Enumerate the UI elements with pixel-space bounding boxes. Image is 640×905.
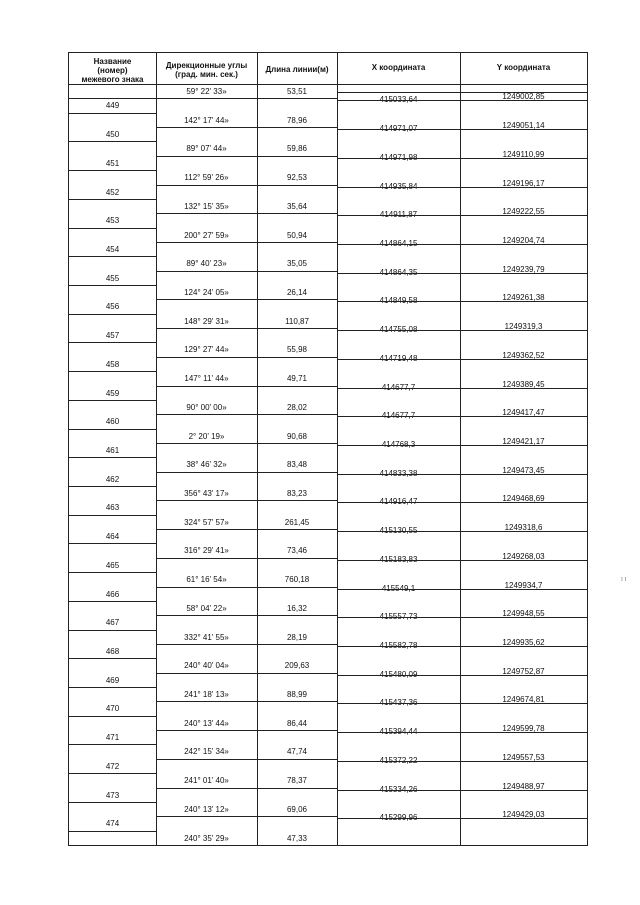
point-number: 459 [105, 388, 120, 398]
header-length: Длина линии(м) [265, 65, 329, 74]
coordinate-row-line [337, 790, 587, 791]
point-row-line [69, 141, 156, 142]
point-x-coordinate: 415549,1 [381, 583, 416, 593]
segment-angle: 200° 27' 59» [184, 230, 229, 240]
point-number: 458 [105, 359, 120, 369]
segment-length: 49,71 [286, 374, 308, 384]
point-y-coordinate: 1249110,99 [502, 149, 545, 159]
point-y-coordinate: 1249196,17 [502, 178, 545, 188]
segment-row-line [156, 127, 337, 128]
point-x-coordinate: 414833,38 [379, 468, 418, 478]
coordinate-row-line [337, 129, 587, 130]
coordinate-row-line [337, 158, 587, 159]
point-y-coordinate: 1249261,38 [502, 293, 545, 303]
stray-mark: ::: [619, 576, 629, 581]
point-row-line [69, 802, 156, 803]
point-x-coordinate: 415582,78 [379, 640, 418, 650]
coordinate-row-line [337, 330, 587, 331]
point-row-line [69, 199, 156, 200]
segment-row-line [156, 386, 337, 387]
segment-row-line [156, 185, 337, 186]
point-number: 457 [105, 331, 120, 341]
point-y-coordinate: 1249002,85 [502, 92, 545, 102]
point-x-coordinate: 414677,7 [381, 382, 416, 392]
point-number: 471 [105, 733, 120, 743]
coordinate-row-line [337, 675, 587, 676]
point-x-coordinate: 415334,26 [379, 784, 418, 794]
header-name-line1: Название [93, 57, 132, 66]
header-bottom-line [69, 84, 587, 85]
segment-angle: 132° 15' 35» [184, 201, 229, 211]
coordinate-row-line [337, 445, 587, 446]
point-x-coordinate: 415372,22 [379, 755, 418, 765]
segment-angle: 147° 11' 44» [184, 374, 229, 384]
segment-row-line [156, 299, 337, 300]
segment-length: 59,86 [286, 144, 308, 154]
segment-angle: 89° 07' 44» [186, 144, 227, 154]
segment-angle: 129° 27' 44» [184, 345, 229, 355]
point-y-coordinate: 1249389,45 [502, 379, 545, 389]
segment-angle: 89° 40' 23» [186, 259, 227, 269]
segment-row-line [156, 357, 337, 358]
point-row-line [69, 400, 156, 401]
point-row-line [69, 773, 156, 774]
coordinate-row-line [337, 732, 587, 733]
segment-row-line [156, 644, 337, 645]
segment-length: 35,05 [286, 259, 308, 269]
point-row-line [69, 831, 156, 832]
header-name [69, 57, 156, 84]
point-number: 467 [105, 618, 120, 628]
segment-angle: 61° 16' 54» [186, 575, 227, 585]
segment-angle: 59° 22' 33» [186, 87, 227, 96]
segment-row-line [156, 98, 337, 99]
segment-row-line [156, 213, 337, 214]
point-x-coordinate: 414911,87 [379, 210, 418, 220]
point-number: 453 [105, 216, 120, 226]
segment-row-line [156, 156, 337, 157]
segment-length: 88,99 [286, 690, 308, 700]
point-row-line [69, 256, 156, 257]
point-number: 470 [105, 704, 120, 714]
point-row-line [69, 744, 156, 745]
segment-row-line [156, 558, 337, 559]
segment-angle: 142° 17' 44» [184, 115, 229, 125]
segment-length: 28,02 [286, 402, 308, 412]
segment-row-line [156, 730, 337, 731]
segment-length: 50,94 [286, 230, 308, 240]
point-row-line [69, 543, 156, 544]
point-row-line [69, 486, 156, 487]
coordinate-row-line [337, 703, 587, 704]
segment-length: 69,06 [286, 804, 308, 814]
point-x-coordinate: 414719,48 [379, 353, 418, 363]
segment-row-line [156, 271, 337, 272]
point-number: 466 [105, 589, 120, 599]
segment-length: 47,74 [286, 747, 308, 757]
point-x-coordinate: 414935,84 [379, 181, 418, 191]
point-row-line [69, 285, 156, 286]
segment-angle: 316° 29' 41» [184, 546, 229, 556]
point-number: 455 [105, 273, 120, 283]
point-row-line [69, 342, 156, 343]
segment-length: 760,18 [284, 575, 310, 585]
coordinate-row-line [337, 646, 587, 647]
point-number: 465 [105, 560, 120, 570]
coordinate-row-line [337, 388, 587, 389]
point-x-coordinate: 415437,36 [379, 698, 418, 708]
point-number: 469 [105, 675, 120, 685]
point-x-coordinate: 415480,09 [379, 669, 418, 679]
coordinate-row-line [337, 474, 587, 475]
point-x-coordinate: 415033,64 [379, 95, 418, 105]
segment-angle: 148° 29' 31» [184, 316, 229, 326]
point-y-coordinate: 1249948,55 [502, 609, 545, 619]
point-number: 473 [105, 790, 120, 800]
segment-length: 110,87 [285, 316, 309, 326]
point-x-coordinate: 414849,58 [379, 296, 418, 306]
segment-angle: 241° 18' 13» [184, 690, 229, 700]
segment-length: 261,45 [284, 517, 310, 527]
segment-length: 16,32 [286, 603, 308, 613]
segment-length: 28,19 [286, 632, 308, 642]
coordinate-row-line [337, 502, 587, 503]
point-x-coordinate: 415130,55 [379, 526, 418, 536]
segment-row-line [156, 816, 337, 817]
point-x-coordinate: 415557,73 [379, 612, 418, 622]
point-number: 468 [105, 646, 120, 656]
point-y-coordinate: 1249204,74 [502, 235, 545, 245]
point-row-line [69, 658, 156, 659]
point-y-coordinate: 1249417,47 [502, 408, 545, 418]
header-y: Y координата [496, 63, 551, 72]
segment-length: 26,14 [286, 288, 308, 298]
segment-angle: 240° 40' 04» [184, 661, 229, 671]
segment-angle: 356° 43' 17» [184, 489, 229, 499]
point-y-coordinate: 1249318,6 [504, 523, 543, 533]
header-x: X координата [371, 63, 426, 72]
header-name-line3: межевого знака [81, 75, 144, 84]
segment-length: 86,44 [286, 718, 308, 728]
point-row-line [69, 601, 156, 602]
segment-angle: 240° 35' 29» [184, 833, 229, 843]
point-y-coordinate: 1249935,62 [502, 637, 545, 647]
point-y-coordinate: 1249674,81 [502, 695, 545, 705]
point-row-line [69, 457, 156, 458]
segment-length: 90,68 [286, 431, 308, 441]
segment-row-line [156, 414, 337, 415]
segment-length: 78,37 [286, 776, 308, 786]
segment-row-line [156, 673, 337, 674]
segment-row-line [156, 759, 337, 760]
segment-angle: 240° 13' 12» [184, 804, 229, 814]
coordinate-row-line [337, 92, 587, 93]
point-y-coordinate: 1249473,45 [502, 465, 545, 475]
segment-row-line [156, 701, 337, 702]
coordinate-row-line [337, 818, 587, 819]
point-y-coordinate: 1249319,3 [504, 322, 543, 332]
segment-angle: 90° 00' 00» [186, 402, 227, 412]
point-number: 451 [105, 158, 120, 168]
table-header [69, 52, 587, 85]
point-row-line [69, 429, 156, 430]
segment-length: 55,98 [286, 345, 308, 355]
point-x-coordinate: 414768,3 [381, 439, 416, 449]
point-row-line [69, 113, 156, 114]
segment-length: 73,46 [286, 546, 308, 556]
segment-angle: 38° 46' 32» [186, 460, 227, 470]
segment-row-line [156, 845, 337, 846]
point-y-coordinate: 1249557,53 [502, 752, 545, 762]
point-number: 450 [105, 130, 120, 140]
header-angle-line2: (град. мин. сек.) [175, 70, 238, 79]
point-number: 454 [105, 244, 120, 254]
segment-row-line [156, 443, 337, 444]
point-x-coordinate: 414971,98 [379, 152, 418, 162]
point-x-coordinate: 414971,07 [379, 124, 418, 134]
segment-length: 35,64 [286, 201, 308, 211]
coordinate-row-line [337, 359, 587, 360]
point-number: 452 [105, 187, 120, 197]
point-x-coordinate: 414864,15 [379, 238, 418, 248]
point-number: 456 [105, 302, 120, 312]
segment-row-line [156, 472, 337, 473]
point-number: 460 [105, 417, 120, 427]
point-row-line [69, 515, 156, 516]
coordinate-row-line [337, 244, 587, 245]
point-row-line [69, 716, 156, 717]
segment-angle: 58° 04' 22» [186, 603, 227, 613]
point-y-coordinate: 1249468,69 [502, 494, 545, 504]
point-y-coordinate: 1249222,55 [502, 207, 545, 217]
segment-angle: 124° 24' 05» [184, 288, 229, 298]
point-number: 472 [105, 761, 120, 771]
coordinate-row-line [337, 560, 587, 561]
segment-length: 83,48 [286, 460, 308, 470]
point-number: 462 [105, 474, 120, 484]
point-number: 464 [105, 532, 120, 542]
segment-row-line [156, 328, 337, 329]
segment-length: 47,33 [286, 833, 308, 843]
point-y-coordinate: 1249051,14 [502, 121, 545, 131]
point-row-line [69, 687, 156, 688]
point-row-line [69, 228, 156, 229]
point-x-coordinate: 414755,08 [379, 325, 418, 335]
coordinate-row-line [337, 273, 587, 274]
point-x-coordinate: 415394,44 [379, 727, 418, 737]
point-number: 474 [105, 819, 120, 829]
coordinate-row-line [337, 416, 587, 417]
point-number: 461 [105, 445, 120, 455]
segment-length: 92,53 [286, 173, 308, 183]
coordinates-table [68, 52, 588, 846]
point-row-line [69, 630, 156, 631]
coordinate-row-line [337, 100, 587, 101]
coordinate-row-line [337, 589, 587, 590]
coordinate-row-line [337, 187, 587, 188]
point-y-coordinate: 1249421,17 [502, 436, 545, 446]
segment-angle: 242° 15' 34» [184, 747, 229, 757]
point-x-coordinate: 415183,83 [379, 554, 418, 564]
point-y-coordinate: 1249934,7 [504, 580, 543, 590]
segment-row-line [156, 500, 337, 501]
point-row-line [69, 371, 156, 372]
point-number: 449 [105, 101, 120, 111]
point-row-line [69, 314, 156, 315]
coordinate-row-line [337, 531, 587, 532]
point-y-coordinate: 1249752,87 [502, 666, 545, 676]
segment-length: 53,51 [286, 87, 308, 96]
header-angle-line1: Дирекционные углы [165, 61, 248, 70]
coordinate-row-line [337, 617, 587, 618]
segment-row-line [156, 615, 337, 616]
segment-length: 78,96 [286, 115, 308, 125]
coordinate-row-line [337, 761, 587, 762]
header-angle [156, 61, 257, 79]
segment-angle: 324° 57' 57» [184, 517, 229, 527]
point-y-coordinate: 1249599,78 [502, 724, 545, 734]
point-x-coordinate: 414864,35 [379, 267, 418, 277]
coordinate-row-line [337, 301, 587, 302]
point-row-line [69, 572, 156, 573]
segment-angle: 332° 41' 55» [184, 632, 229, 642]
segment-angle: 2° 20' 19» [188, 431, 225, 441]
segment-length: 83,23 [286, 489, 308, 499]
point-x-coordinate: 414916,47 [379, 497, 418, 507]
point-x-coordinate: 415299,96 [379, 813, 418, 823]
coordinate-row-line [337, 215, 587, 216]
point-y-coordinate: 1249429,03 [502, 810, 545, 820]
segment-angle: 112° 59' 26» [184, 173, 229, 183]
point-number: 463 [105, 503, 120, 513]
segment-row-line [156, 242, 337, 243]
segment-row-line [156, 788, 337, 789]
point-y-coordinate: 1249239,79 [502, 264, 545, 274]
segment-angle: 240° 13' 44» [184, 718, 229, 728]
point-row-line [69, 98, 156, 99]
point-y-coordinate: 1249268,03 [502, 551, 545, 561]
header-name-line2: (номер) [97, 66, 128, 75]
segment-angle: 241° 01' 40» [184, 776, 229, 786]
point-y-coordinate: 1249488,97 [502, 781, 545, 791]
segment-length: 209,63 [284, 661, 310, 671]
point-x-coordinate: 414677,7 [381, 411, 416, 421]
point-y-coordinate: 1249362,52 [502, 350, 545, 360]
segment-row-line [156, 587, 337, 588]
segment-row-line [156, 529, 337, 530]
point-row-line [69, 170, 156, 171]
